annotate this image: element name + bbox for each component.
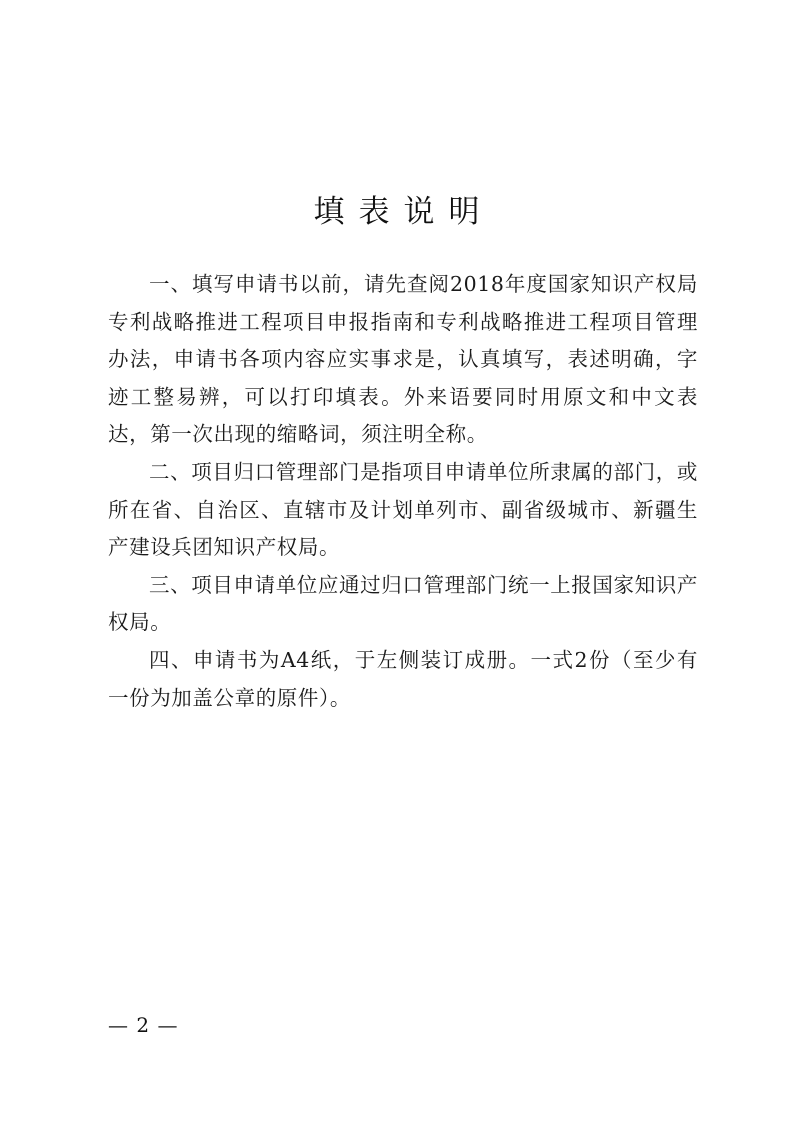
instruction-paragraph-4: 四、申请书为A4纸，于左侧装订成册。一式2份（至少有一份为加盖公章的原件）。 bbox=[108, 647, 698, 710]
instruction-paragraph-1: 一、填写申请书以前，请先查阅2018年度国家知识产权局专利战略推进工程项目申报指南和专利战略推进工程项目管理办法，申请书各项内容应实事求是，认真填写，表述明确，字迹工整易辨，可以打印填表。外来语要同时用原文和中文表达，第一次出现的缩略词，须注明全称。 bbox=[108, 272, 698, 447]
instructions-body bbox=[108, 266, 698, 717]
instruction-paragraph-2: 二、项目归口管理部门是指项目申请单位所隶属的部门，或所在省、自治区、直辖市及计划单列市、副省级城市、新疆生产建设兵团知识产权局。 bbox=[108, 459, 698, 560]
page-number: — 2 — bbox=[108, 1013, 179, 1037]
instruction-paragraph-3: 三、项目申请单位应通过归口管理部门统一上报国家知识产权局。 bbox=[108, 572, 698, 635]
page-title: 填表说明 bbox=[313, 194, 494, 230]
